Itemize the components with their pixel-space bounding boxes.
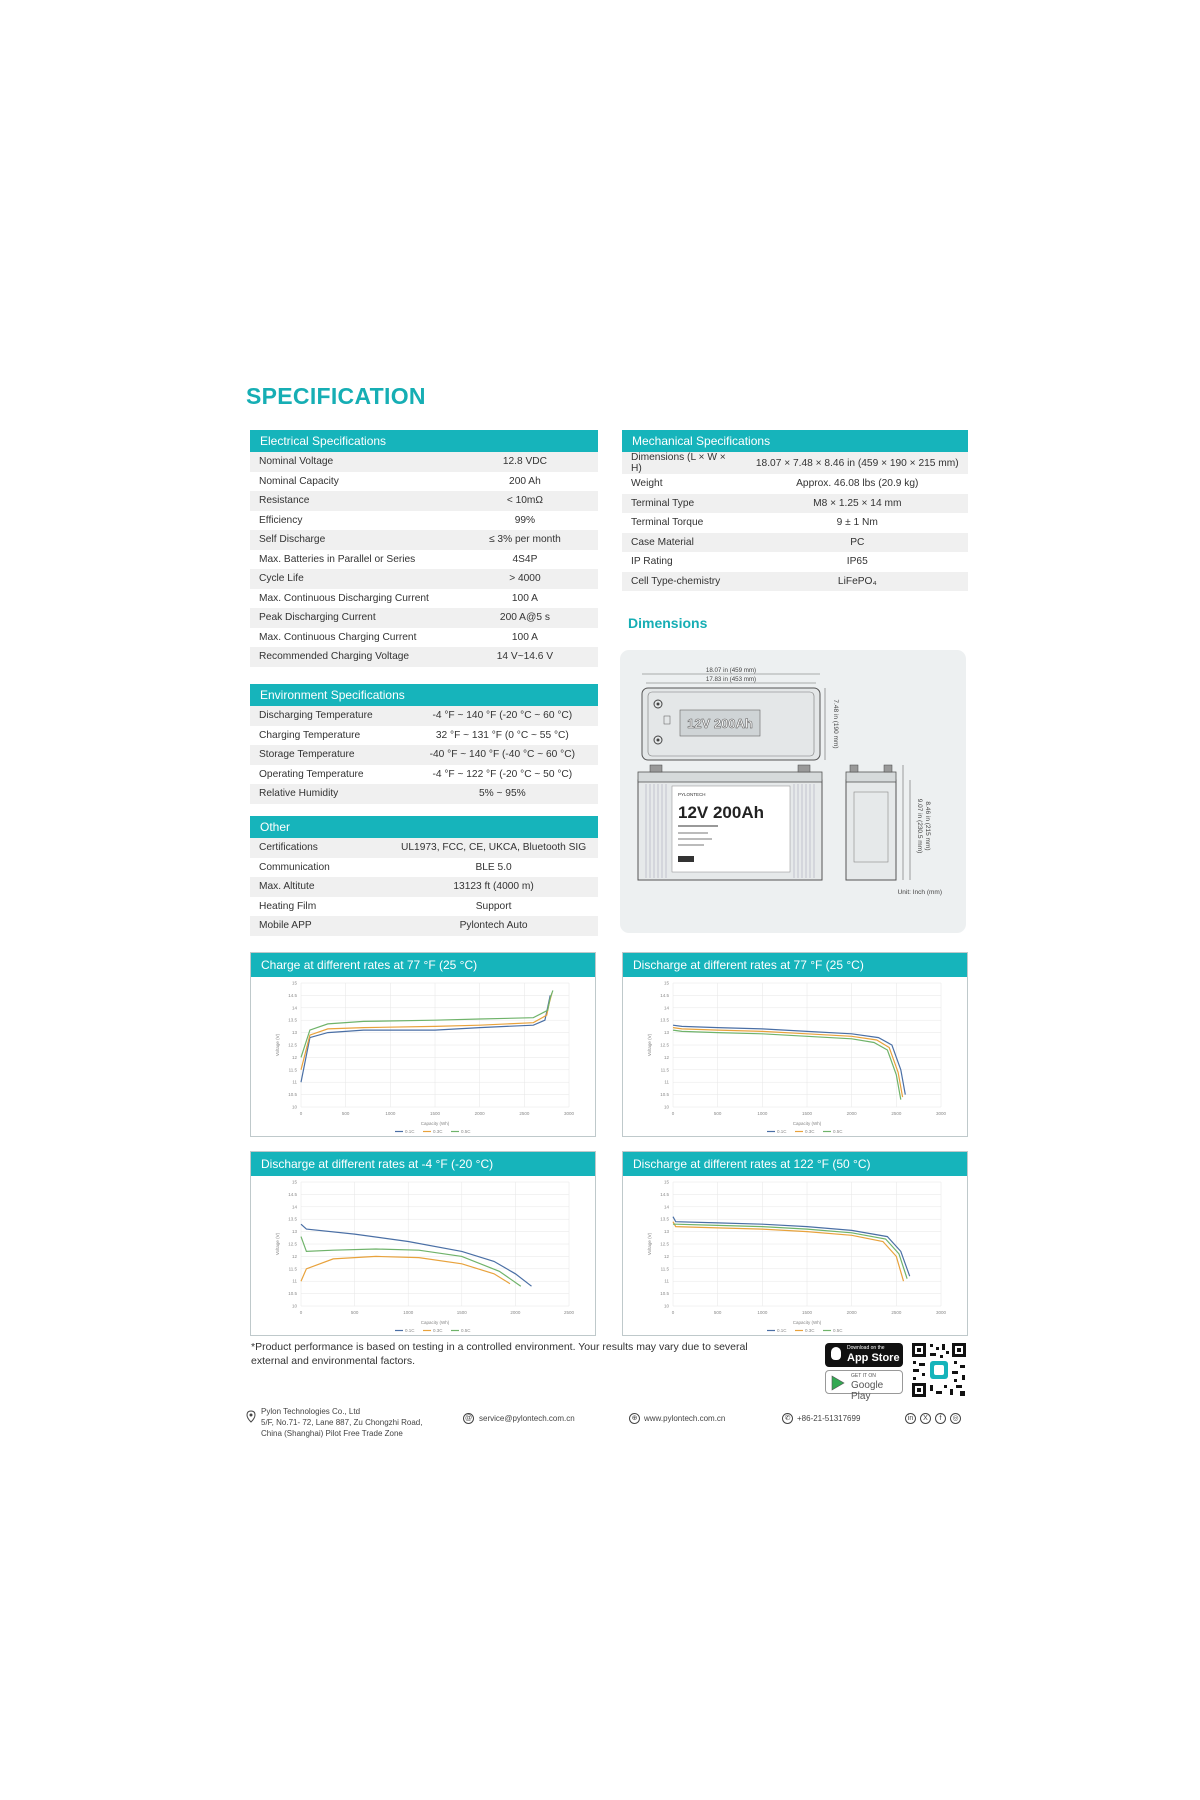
other-specs-table (250, 838, 598, 936)
chart-title: Charge at different rates at 77 °F (25 °C) (251, 953, 595, 977)
y-tick-label: 13 (663, 1229, 669, 1235)
x-tick-label: 2000 (474, 1111, 485, 1116)
spec-value: 12.8 VDC (452, 452, 598, 472)
x-tick-label: 0 (671, 1111, 675, 1116)
y-tick-label: 10.5 (288, 1092, 297, 1098)
spec-row (622, 552, 968, 572)
y-tick-label: 15 (291, 1179, 297, 1185)
y-tick-label: 12.5 (288, 1241, 297, 1247)
spec-label: Case Material (622, 533, 747, 553)
x-tick-label: 1500 (801, 1310, 813, 1315)
dimensions-title: Dimensions (628, 615, 708, 631)
y-tick-label: 11 (664, 1278, 669, 1284)
brand-label: PYLONTECH (678, 792, 706, 797)
spec-label: Charging Temperature (259, 729, 361, 741)
x-tick-label: 0 (299, 1310, 303, 1315)
y-tick-label: 12 (663, 1054, 669, 1060)
environment-specs-table (250, 706, 598, 804)
spec-label: IP Rating (631, 556, 673, 568)
spec-label: Self Discharge (250, 530, 452, 550)
chart-discharge-minus20c (250, 1151, 596, 1336)
x-axis-label: Capacity (Wh) (420, 1320, 450, 1325)
spec-value: Pylontech Auto (389, 916, 598, 936)
spec-label: Dimensions (L × W × H) (622, 452, 747, 474)
y-tick-label: 10 (663, 1104, 669, 1110)
x-tick-label: 1000 (757, 1310, 768, 1315)
google-play-big-text: Google Play (851, 1380, 884, 1402)
legend-label: 0.3C (805, 1129, 815, 1134)
y-tick-label: 11.5 (288, 1067, 297, 1073)
location-icon (246, 1410, 256, 1423)
chart-title: Discharge at different rates at 122 °F (50 °C) (623, 1152, 967, 1176)
chart-svg (251, 977, 595, 1136)
legend-label: 0.3C (433, 1129, 443, 1134)
footer-phone[interactable]: +86-21-51317699 (797, 1414, 861, 1423)
spec-value: 32 °F ~ 131 °F (0 °C ~ 55 °C) (435, 729, 569, 741)
spec-label: Nominal Capacity (259, 475, 339, 487)
electrical-specs-table (250, 452, 598, 667)
y-tick-label: 14.5 (660, 992, 669, 998)
x-tick-label: 2500 (519, 1111, 530, 1116)
spec-label: Mobile APP (250, 916, 389, 936)
y-tick-label: 10.5 (660, 1291, 669, 1297)
series-line-0.3C (673, 1028, 903, 1098)
x-tick-label: 1500 (456, 1310, 467, 1315)
x-tick-label: 500 (713, 1111, 722, 1116)
x-tick-label: 2000 (846, 1310, 857, 1315)
y-tick-label: 14.5 (288, 992, 297, 998)
spec-label: Max. Batteries in Parallel or Series (259, 553, 416, 565)
globe-icon: ⊕ (629, 1413, 640, 1424)
spec-label: Max. Continuous Charging Current (259, 631, 417, 643)
legend-label: 0.3C (805, 1328, 815, 1333)
spec-value: LiFePO₄ (747, 572, 968, 592)
spec-row (250, 550, 598, 570)
spec-row (250, 706, 598, 726)
spec-value: BLE 5.0 (475, 861, 512, 873)
y-tick-label: 14 (663, 1005, 669, 1011)
spec-value: M8 × 1.25 × 14 mm (747, 494, 968, 514)
mechanical-specs-section (622, 430, 968, 591)
height-body-label: 8.46 in (215 mm) (924, 801, 931, 851)
footer-email[interactable]: service@pylontech.com.cn (479, 1414, 575, 1423)
y-tick-label: 13.5 (660, 1017, 669, 1023)
spec-value: > 4000 (452, 569, 598, 589)
length-outer-label: 18.07 in (459 mm) (705, 667, 757, 674)
spec-row (250, 628, 598, 648)
google-play-small-text: GET IT ON (851, 1373, 876, 1379)
y-tick-label: 13 (663, 1030, 669, 1036)
x-tick-label: 1500 (801, 1111, 813, 1116)
height-total-label: 9.07 in (230.5 mm) (916, 798, 923, 854)
y-tick-label: 15 (291, 980, 297, 986)
environment-specs-section (250, 684, 598, 804)
spec-label: Cell Type-chemistry (622, 572, 747, 592)
y-tick-label: 13.5 (288, 1216, 297, 1222)
x-tick-label: 1500 (429, 1111, 441, 1116)
spec-value: ≤ 3% per month (452, 530, 598, 550)
y-tick-label: 12 (663, 1253, 669, 1259)
spec-label: Weight (631, 478, 663, 490)
x-tick-label: 1000 (757, 1111, 768, 1116)
width-label: 7.48 in (190 mm) (832, 699, 839, 749)
spec-row (250, 745, 598, 765)
spec-label: Max. Continuous Discharging Current (259, 592, 429, 604)
spec-row (250, 838, 598, 858)
spec-value: -40 °F ~ 140 °F (-40 °C ~ 60 °C) (407, 745, 598, 765)
y-tick-label: 12.5 (660, 1241, 669, 1247)
y-tick-label: 11.5 (288, 1266, 297, 1272)
y-tick-label: 13 (291, 1229, 297, 1235)
x-axis-label: Capacity (Wh) (420, 1121, 450, 1126)
y-tick-label: 14 (663, 1204, 669, 1210)
unit-note: Unit: Inch (mm) (897, 889, 942, 896)
spec-value: IP65 (846, 556, 868, 568)
y-tick-label: 12 (291, 1253, 297, 1259)
legend-label: 0.1C (777, 1129, 787, 1134)
spec-label: Relative Humidity (250, 784, 407, 804)
disclaimer: *Product performance is based on testing in a controlled environment. Your results may vary due to several external and environmental factors. (251, 1341, 748, 1367)
x-tick-label: 1000 (385, 1111, 396, 1116)
spec-label: Heating Film (259, 900, 317, 912)
legend-label: 0.1C (405, 1328, 415, 1333)
y-tick-label: 13 (291, 1030, 297, 1036)
y-axis-label: Voltage (V) (647, 1033, 652, 1057)
spec-row (622, 494, 968, 514)
y-tick-label: 10 (663, 1303, 669, 1309)
x-tick-label: 500 (341, 1111, 350, 1116)
y-tick-label: 12.5 (660, 1042, 669, 1048)
spec-value: 4S4P (512, 553, 538, 565)
spec-label: Efficiency (259, 514, 303, 526)
spec-value: PC (747, 533, 968, 553)
x-axis-label: Capacity (Wh) (792, 1121, 822, 1126)
x-tick-label: 500 (713, 1310, 722, 1315)
app-store-small-text: Download on the (847, 1345, 885, 1351)
spec-value: Approx. 46.08 lbs (20.9 kg) (796, 478, 919, 490)
other-specs-header: Other (250, 816, 598, 838)
series-line-0.3C (673, 1222, 904, 1282)
spec-label: Communication (259, 861, 330, 873)
instagram-icon[interactable]: ◎ (950, 1413, 961, 1424)
google-play-icon (831, 1375, 845, 1391)
spec-value: < 10mΩ (452, 491, 598, 511)
qr-code[interactable] (910, 1341, 968, 1399)
chart-title: Discharge at different rates at -4 °F (-20 °C) (251, 1152, 595, 1176)
chart-svg (623, 977, 967, 1136)
y-tick-label: 15 (663, 1179, 669, 1185)
page-title: SPECIFICATION (246, 383, 426, 409)
x-tick-label: 2500 (563, 1310, 575, 1315)
spec-row (622, 474, 968, 494)
google-play-badge[interactable] (825, 1370, 903, 1402)
spec-row (622, 572, 968, 592)
x-tick-label: 2000 (510, 1310, 521, 1315)
top-view-label: 12V 200Ah (687, 716, 753, 731)
y-tick-label: 12.5 (288, 1042, 297, 1048)
spec-value: 100 A (511, 592, 538, 604)
electrical-specs-section (250, 430, 598, 667)
x-tick-label: 0 (671, 1310, 675, 1315)
x-tick-label: 2500 (891, 1310, 902, 1315)
y-tick-label: 14 (291, 1005, 297, 1011)
legend-label: 0.1C (777, 1328, 787, 1333)
linkedin-icon[interactable]: in (905, 1413, 916, 1424)
spec-row (250, 897, 598, 917)
chart-title: Discharge at different rates at 77 °F (25 °C) (623, 953, 967, 977)
y-tick-label: 11 (292, 1079, 297, 1085)
spec-value: 9 ± 1 Nm (836, 517, 878, 529)
series-line-0.3C (301, 1256, 510, 1283)
spec-row (250, 916, 598, 936)
spec-value: -4 °F ~ 140 °F (-20 °C ~ 60 °C) (407, 706, 598, 726)
legend-label: 0.5C (833, 1328, 843, 1333)
spec-label: Discharging Temperature (250, 706, 407, 726)
legend-label: 0.5C (461, 1328, 471, 1333)
spec-label: Operating Temperature (259, 768, 364, 780)
spec-row (622, 513, 968, 533)
other-specs-section (250, 816, 598, 936)
spec-label: Storage Temperature (250, 745, 407, 765)
spec-value: 14 V~14.6 V (452, 647, 598, 667)
spec-label: Max. Altitute (250, 877, 389, 897)
series-line-0.5C (673, 1030, 901, 1100)
spec-row (250, 511, 598, 531)
spec-value: 18.07 × 7.48 × 8.46 in (459 × 190 × 215 mm) (747, 452, 968, 474)
y-tick-label: 11 (292, 1278, 297, 1284)
spec-value: 200 A@5 s (452, 608, 598, 628)
spec-row (250, 765, 598, 785)
address-line-1: 5/F, No.71- 72, Lane 887, Zu Chongzhi Road, (261, 1418, 423, 1427)
spec-label: Resistance (250, 491, 452, 511)
spec-row (250, 608, 598, 628)
spec-label: Terminal Torque (631, 517, 704, 529)
chart-discharge-25c (622, 952, 968, 1137)
spec-label: Certifications (250, 838, 389, 858)
x-tick-label: 0 (299, 1111, 303, 1116)
app-store-big-text: App Store (847, 1352, 900, 1364)
y-tick-label: 15 (663, 980, 669, 986)
apple-icon (831, 1347, 841, 1360)
mechanical-specs-table (622, 452, 968, 591)
x-axis-label: Capacity (Wh) (792, 1320, 822, 1325)
x-tick-label: 3000 (935, 1310, 947, 1315)
environment-specs-header: Environment Specifications (250, 684, 598, 706)
spec-row (250, 452, 598, 472)
spec-label: Recommended Charging Voltage (250, 647, 452, 667)
spec-value: -4 °F ~ 122 °F (-20 °C ~ 50 °C) (432, 768, 573, 780)
footer-address (261, 1406, 422, 1439)
x-tick-label: 2500 (891, 1111, 902, 1116)
y-tick-label: 13.5 (288, 1017, 297, 1023)
legend-label: 0.3C (433, 1328, 443, 1333)
spec-value: 13123 ft (4000 m) (389, 877, 598, 897)
spec-row (250, 784, 598, 804)
company-name: Pylon Technologies Co., Ltd (261, 1407, 361, 1416)
spec-row (250, 726, 598, 746)
spec-value: 5% ~ 95% (407, 784, 598, 804)
x-icon[interactable]: X (920, 1413, 931, 1424)
mechanical-specs-header: Mechanical Specifications (622, 430, 968, 452)
spec-value: Support (475, 900, 512, 912)
x-tick-label: 1000 (403, 1310, 414, 1315)
address-line-2: China (Shanghai) Pilot Free Trade Zone (261, 1429, 403, 1438)
y-tick-label: 14.5 (288, 1191, 297, 1197)
spec-value: 99% (514, 514, 536, 526)
front-view-label: 12V 200Ah (678, 803, 764, 822)
y-tick-label: 14 (291, 1204, 297, 1210)
legend-label: 0.5C (833, 1129, 843, 1134)
spec-value: 200 Ah (509, 475, 541, 487)
email-icon: @ (464, 1415, 473, 1422)
spec-label: Peak Discharging Current (250, 608, 452, 628)
spec-row (250, 569, 598, 589)
legend-label: 0.1C (405, 1129, 415, 1134)
battery-drawing (620, 650, 966, 933)
y-axis-label: Voltage (V) (275, 1232, 280, 1256)
spec-row (250, 647, 598, 667)
spec-row (250, 858, 598, 878)
y-tick-label: 10.5 (660, 1092, 669, 1098)
spec-row (250, 491, 598, 511)
x-tick-label: 3000 (935, 1111, 947, 1116)
x-tick-label: 3000 (563, 1111, 575, 1116)
y-axis-label: Voltage (V) (647, 1232, 652, 1256)
spec-row (250, 877, 598, 897)
spec-label: Cycle Life (250, 569, 452, 589)
x-tick-label: 500 (350, 1310, 359, 1315)
chart-svg (623, 1176, 967, 1335)
spec-row (250, 530, 598, 550)
series-line-0.5C (673, 1224, 907, 1279)
spec-label: Nominal Voltage (250, 452, 452, 472)
facebook-icon[interactable]: f (935, 1413, 946, 1424)
spec-row (622, 452, 968, 474)
y-tick-label: 10.5 (288, 1291, 297, 1297)
series-line-0.1C (301, 995, 550, 1082)
spec-value: 100 A (511, 631, 538, 643)
dimensions-diagram (620, 650, 966, 933)
y-axis-label: Voltage (V) (275, 1033, 280, 1057)
chart-discharge-50c (622, 1151, 968, 1336)
spec-row (250, 472, 598, 492)
y-tick-label: 11 (664, 1079, 669, 1085)
x-tick-label: 2000 (846, 1111, 857, 1116)
y-tick-label: 10 (291, 1303, 297, 1309)
app-store-badge[interactable] (825, 1343, 903, 1367)
y-tick-label: 10 (291, 1104, 297, 1110)
footer-website[interactable]: www.pylontech.com.cn (644, 1414, 726, 1423)
spec-row (622, 533, 968, 553)
phone-icon: ✆ (782, 1413, 793, 1424)
y-tick-label: 12 (291, 1054, 297, 1060)
legend-label: 0.5C (461, 1129, 471, 1134)
chart-svg (251, 1176, 595, 1335)
chart-charge-25c (250, 952, 596, 1137)
y-tick-label: 13.5 (660, 1216, 669, 1222)
electrical-specs-header: Electrical Specifications (250, 430, 598, 452)
spec-value: UL1973, FCC, CE, UKCA, Bluetooth SIG (389, 838, 598, 858)
spec-label: Terminal Type (622, 494, 747, 514)
length-inner-label: 17.83 in (453 mm) (705, 676, 757, 683)
y-tick-label: 14.5 (660, 1191, 669, 1197)
spec-row (250, 589, 598, 609)
y-tick-label: 11.5 (660, 1266, 669, 1272)
series-line-0.1C (301, 1224, 532, 1286)
y-tick-label: 11.5 (660, 1067, 669, 1073)
